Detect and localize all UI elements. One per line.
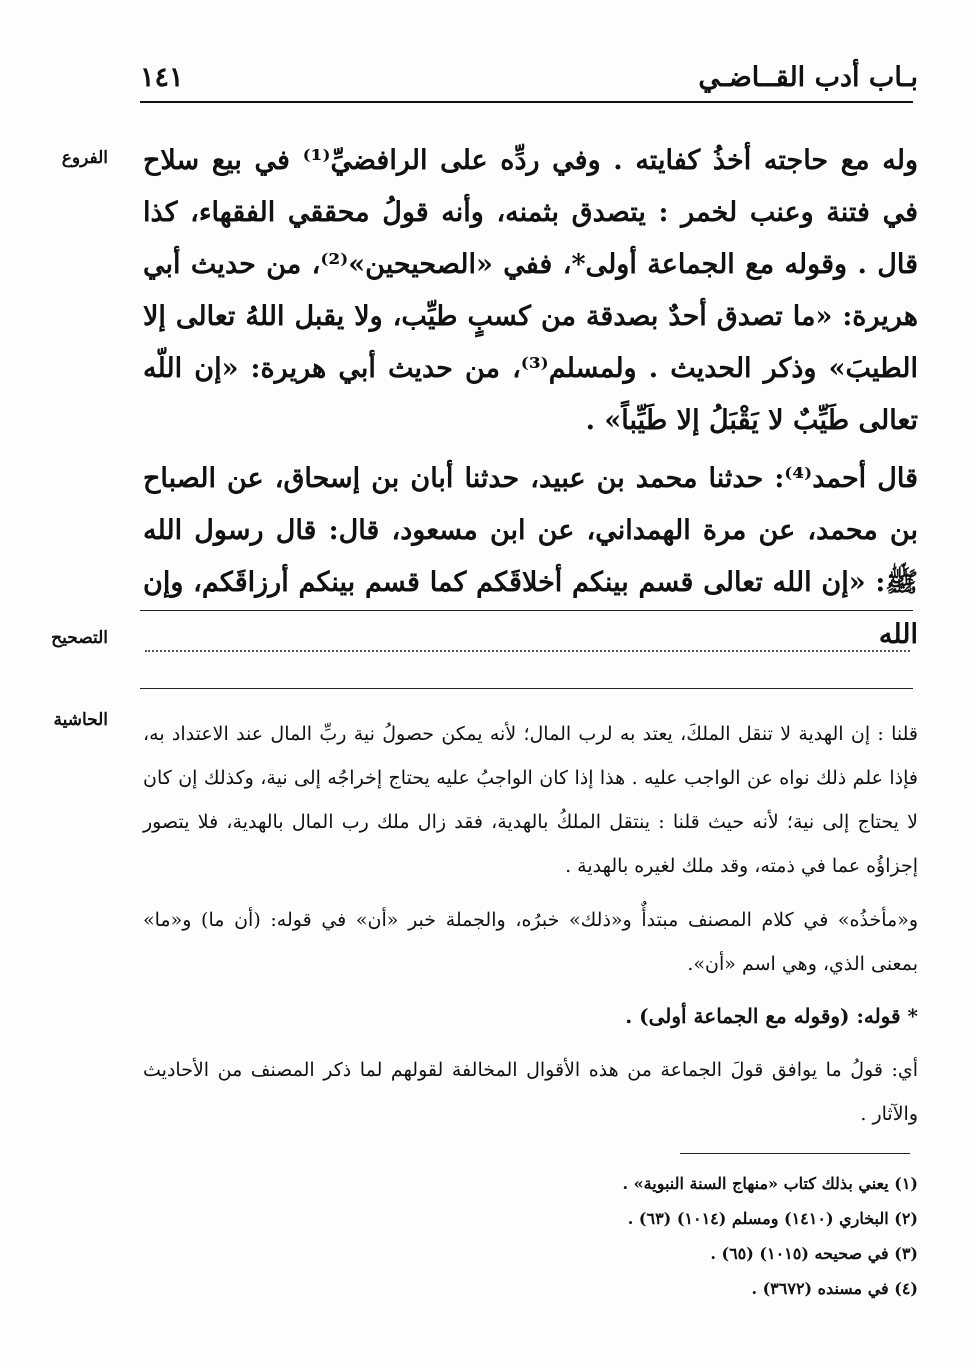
chapter-title: بـاب أدب القــاضـي (698, 62, 918, 93)
section-divider-bottom (140, 688, 913, 689)
hashiya-text (143, 712, 918, 1136)
footnote: (١) يعني بذلك كتاب «منهاج السنة النبوية» . (622, 1174, 918, 1193)
hashiya-heading: * قوله: (وقوله مع الجماعة أولى) . (625, 1004, 918, 1028)
main-paragraph: وله مع حاجته أخذُ كفايته . وفي ردِّه على الرافضيِّ⁽¹⁾ في بيع سلاح في فتنة وعنب لخمر : يتصدق بثمنه، وأنه قولُ محققي الفقهاء، كذا قال . وقوله مع الجماعة أولى*، ففي «الصحيحين»⁽²⁾، من حديث أبي هريرة: «ما تصدق أحدٌ بصدقة من كسبٍ طيِّب، ولا يقبل اللهُ تعالى إلا الطيبَ» وذكر الحديث . ولمسلم⁽³⁾، من حديث أبي هريرة: «إن اللّه تعالى طَيِّبٌ لا يَقْبَلُ إلا طَيِّباً» . (143, 145, 918, 436)
footnote: (٣) في صحيحه (١٠١٥) (٦٥) . (710, 1244, 918, 1263)
hashiya-paragraph: و«مأخذُه» في كلام المصنف مبتدأٌ و«ذلك» خبرُه، والجملة خبر «أن» في قوله: (أن ما) و«ما» بمعنى الذي، وهي اسم «أن». (143, 909, 918, 975)
hashiya-paragraph: قلنا : إن الهدية لا تنقل الملكَ، يعتد به لرب المال؛ لأنه يمكن حصولُ نية ربِّ المال عند الاعتداد به، فإذا علم ذلك نواه عن الواجب عليه . هذا إذا كان الواجبُ عليه يحتاج إخراجُه إلى نية، وكذلك إن كان لا يحتاج إلى نية؛ لأنه حيث قلنا : ينتقل الملكُ بالهدية، فقد زال ملك رب المال بالهدية، فلا يتصور إجزاؤُه عما في ذمته، وقد ملك لغيره بالهدية . (143, 723, 918, 877)
section-divider-top (140, 610, 913, 611)
header-rule (140, 101, 913, 103)
footnote-rule (680, 1153, 910, 1154)
label-furu: الفروع (61, 148, 108, 168)
label-hashiya: الحاشية (53, 710, 108, 730)
main-text (143, 135, 918, 661)
tashih-dotted-line (145, 650, 910, 652)
footnotes (143, 1166, 918, 1306)
hashiya-paragraph: أي: قولُ ما يوافق قولَ الجماعة من هذه الأقوال المخالفة لقولهم لما ذكر المصنف من الأحاديث والآثار . (143, 1059, 918, 1125)
page-number: ١٤١ (140, 62, 184, 93)
footnote: (٢) البخاري (١٤١٠) ومسلم (١٠١٤) (٦٣) . (627, 1209, 918, 1228)
main-paragraph: قال أحمد⁽⁴⁾: حدثنا محمد بن عبيد، حدثنا أبان بن إسحاق، عن الصباح بن محمد، عن مرة الهمداني، عن ابن مسعود، قال: قال رسول الله ﷺ: «إن الله تعالى قسم بينكم أخلاقَكم كما قسم بينكم أرزاقَكم، وإن الله (143, 463, 918, 650)
label-tashih: التصحيح (51, 628, 108, 648)
footnote: (٤) في مسنده (٣٦٧٢) . (751, 1279, 918, 1298)
